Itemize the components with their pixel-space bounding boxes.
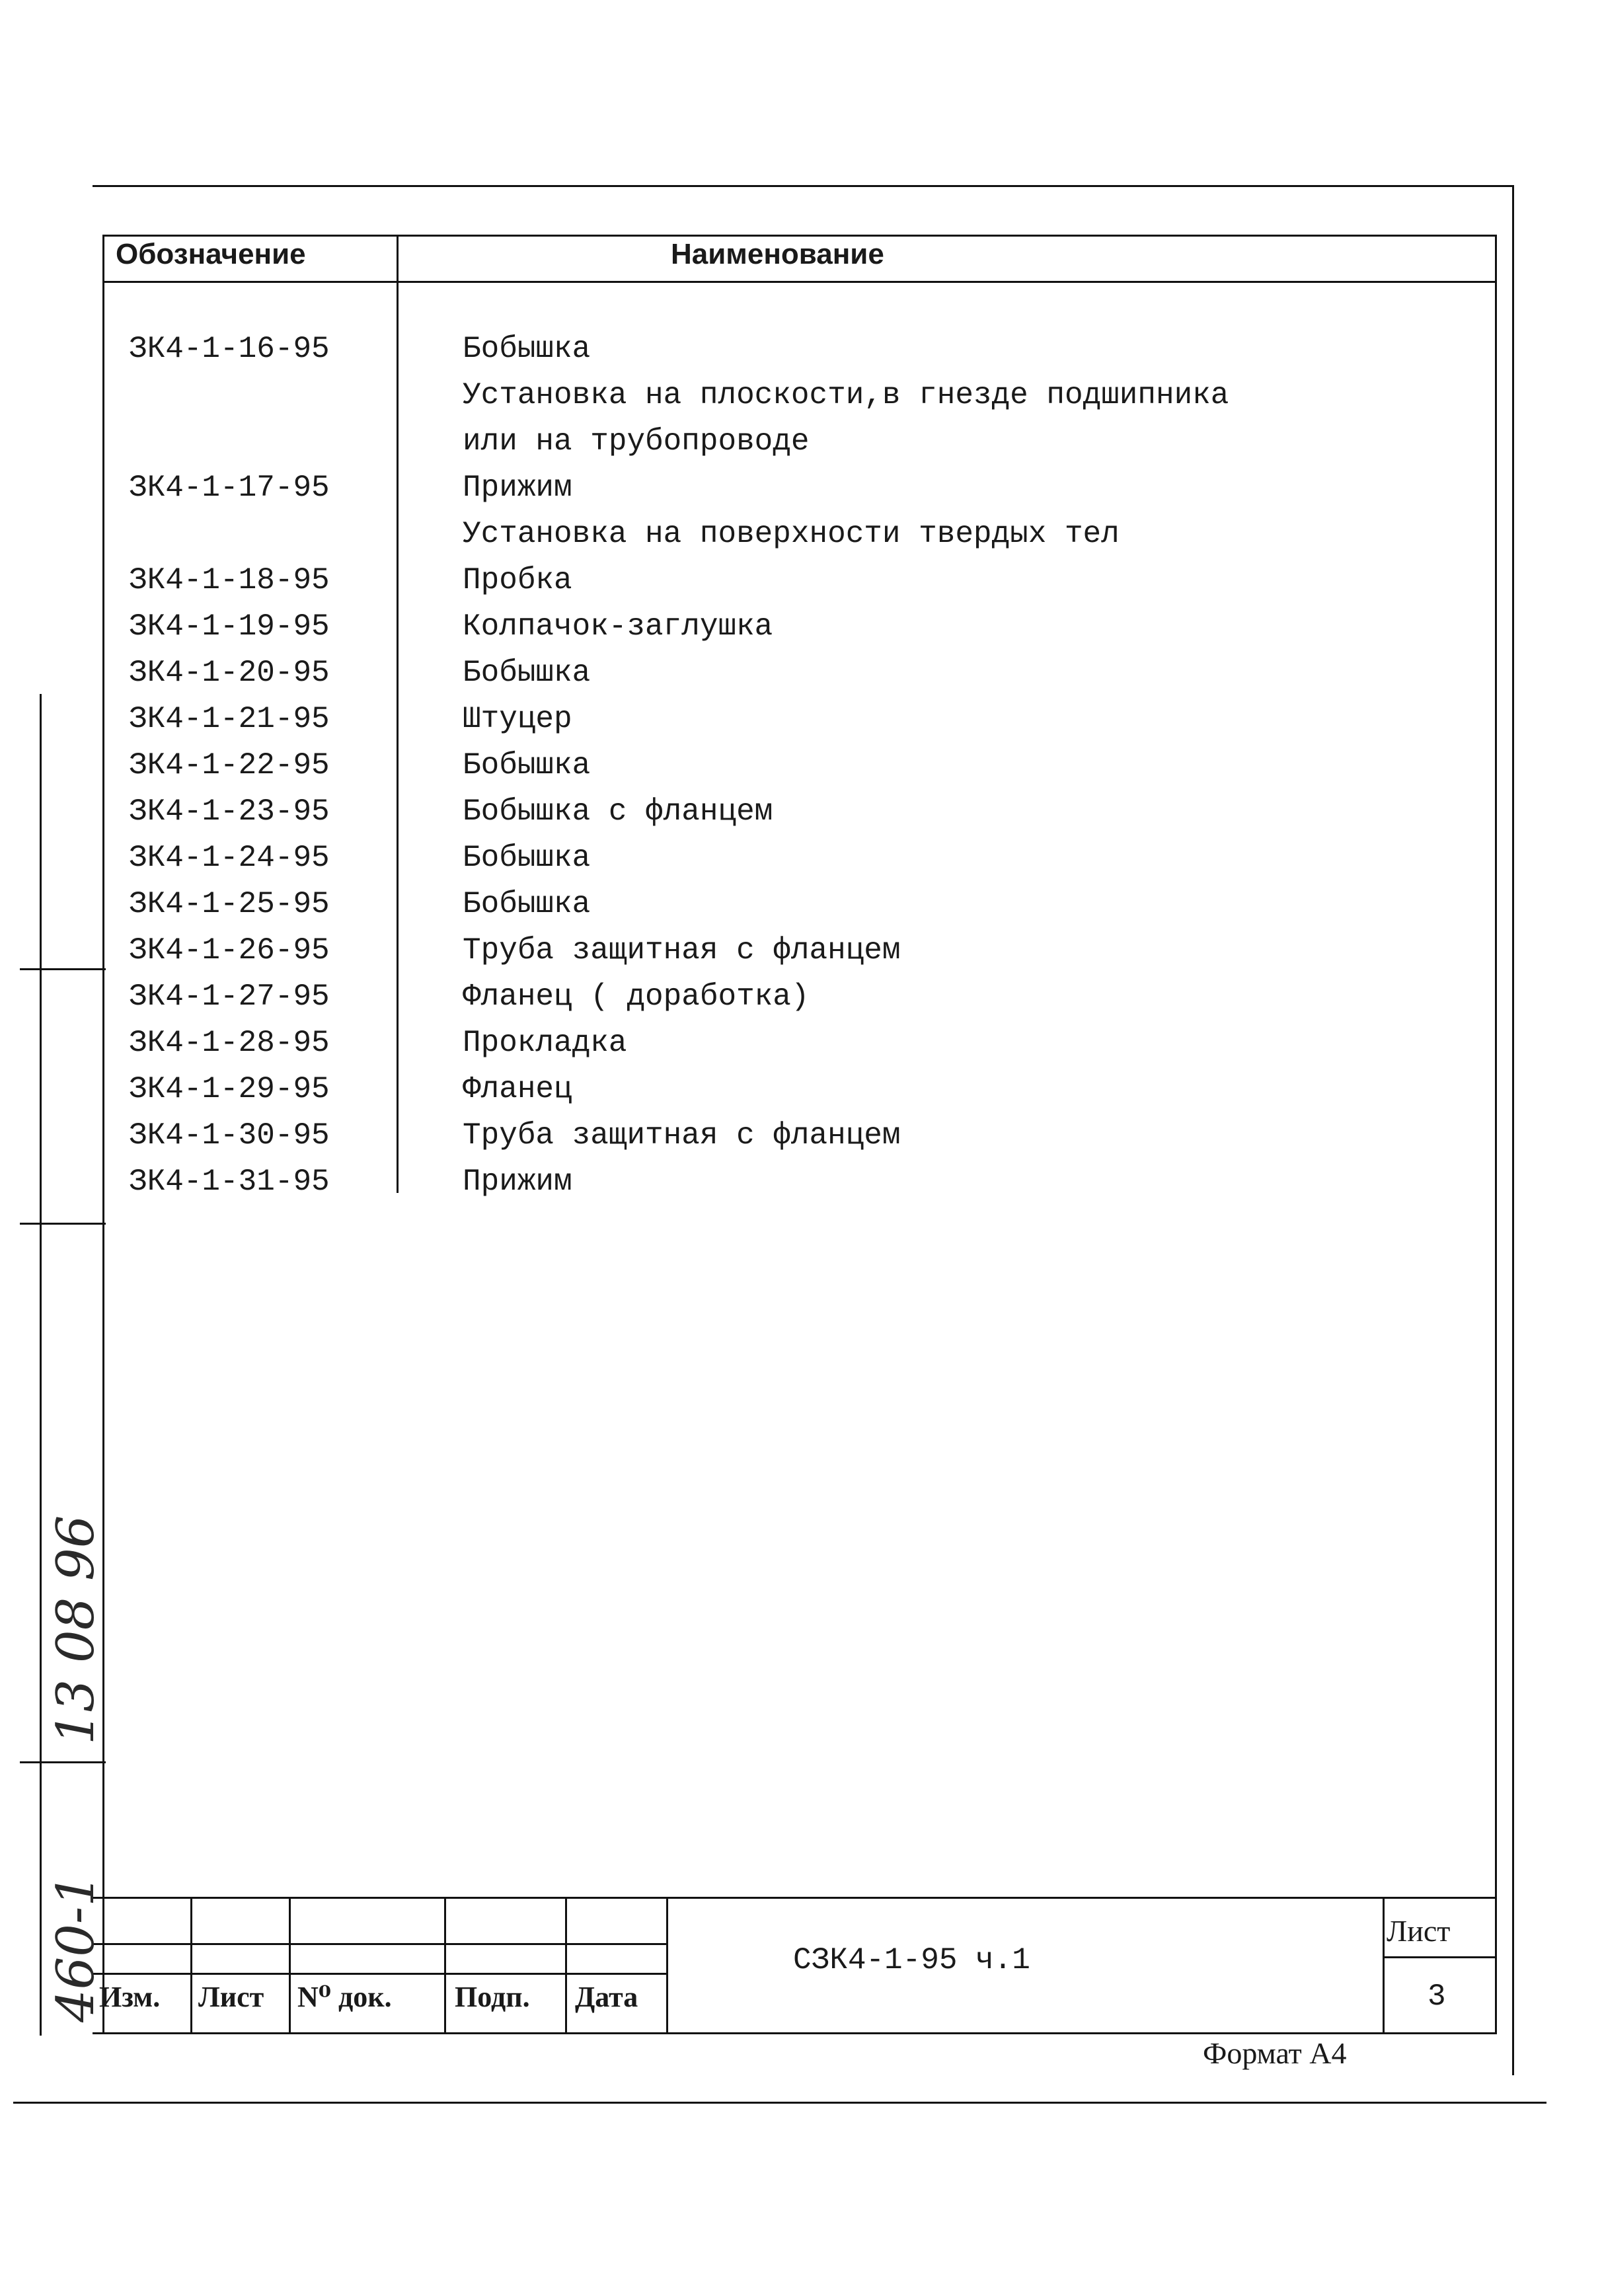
- row-name: Колпачок-заглушка: [463, 609, 773, 644]
- row-designation: ЗК4-1-26-95: [129, 933, 330, 968]
- format-label: Формат А4: [1203, 2036, 1347, 2070]
- row-designation: ЗК4-1-23-95: [129, 794, 330, 829]
- frame-top-line: [93, 185, 1513, 187]
- row-designation: ЗК4-1-20-95: [129, 656, 330, 690]
- sheet-label: Лист: [1387, 1914, 1451, 1948]
- table-top-border: [102, 235, 1497, 237]
- row-designation: ЗК4-1-25-95: [129, 887, 330, 921]
- row-designation: ЗК4-1-17-95: [129, 471, 330, 505]
- stamp-col-line: [1383, 1897, 1385, 2033]
- row-name: Пробка: [463, 563, 572, 597]
- stamp-label-doc-number: N⁰ док.: [297, 1981, 392, 2013]
- stamp-col-line: [666, 1897, 668, 2033]
- row-name: Бобышка: [463, 656, 591, 690]
- row-name: Труба защитная с фланцем: [463, 933, 901, 968]
- margin-strip-divider: [20, 1761, 106, 1763]
- row-designation: ЗК4-1-30-95: [129, 1118, 330, 1153]
- header-designation: Обозначение: [116, 238, 306, 270]
- row-designation: ЗК4-1-24-95: [129, 841, 330, 875]
- row-name: или на трубопроводе: [463, 424, 810, 459]
- row-name: Фланец ( доработка): [463, 979, 810, 1014]
- margin-strip-divider: [20, 1223, 106, 1225]
- handwritten-date: 13 08 96: [46, 1515, 106, 1745]
- stamp-bottom-line: [93, 2032, 1497, 2034]
- frame-bottom-line: [13, 2102, 1546, 2104]
- stamp-mid-line: [93, 1943, 668, 1945]
- frame-right-line: [1512, 185, 1514, 2075]
- row-designation: ЗК4-1-21-95: [129, 702, 330, 736]
- row-name: Труба защитная с фланцем: [463, 1118, 901, 1153]
- row-name: Фланец: [463, 1072, 572, 1106]
- stamp-label-signature: Подп.: [455, 1981, 530, 2013]
- row-designation: ЗК4-1-27-95: [129, 979, 330, 1014]
- row-name: Прижим: [463, 471, 572, 505]
- stamp-label-change: Изм.: [99, 1981, 161, 2013]
- row-designation: ЗК4-1-19-95: [129, 609, 330, 644]
- stamp-top-line: [93, 1897, 1497, 1899]
- row-name: Бобышка: [463, 748, 591, 783]
- row-designation: ЗК4-1-22-95: [129, 748, 330, 783]
- margin-strip-divider: [20, 968, 106, 970]
- row-name: Бобышка: [463, 332, 591, 366]
- handwritten-inventory-number: 460-1: [46, 1874, 106, 2022]
- row-name: Штуцер: [463, 702, 572, 736]
- stamp-labels-top-line: [93, 1973, 668, 1975]
- row-designation: ЗК4-1-28-95: [129, 1026, 330, 1060]
- row-designation: ЗК4-1-31-95: [129, 1165, 330, 1199]
- stamp-sheet-divider: [1383, 1956, 1496, 1958]
- row-name: Бобышка: [463, 841, 591, 875]
- row-name: Прокладка: [463, 1026, 627, 1060]
- document-number: СЗК4-1-95 ч.1: [793, 1943, 1030, 1977]
- stamp-col-line: [565, 1897, 567, 2033]
- row-name: Установка на плоскости,в гнезде подшипника: [463, 378, 1229, 412]
- sheet-number: 3: [1428, 1979, 1446, 2014]
- table-right-border: [1495, 235, 1497, 2032]
- stamp-col-line: [444, 1897, 446, 2033]
- row-designation: ЗК4-1-18-95: [129, 563, 330, 597]
- row-designation: ЗК4-1-29-95: [129, 1072, 330, 1106]
- header-name: Наименование: [671, 238, 884, 270]
- stamp-col-line: [289, 1897, 291, 2033]
- row-name: Бобышка с фланцем: [463, 794, 773, 829]
- margin-strip-line: [40, 694, 42, 2036]
- stamp-label-date: Дата: [575, 1981, 638, 2013]
- stamp-col-line: [190, 1897, 192, 2033]
- row-name: Установка на поверхности твердых тел: [463, 517, 1120, 551]
- table-header-bottom: [102, 281, 1497, 283]
- row-designation: ЗК4-1-16-95: [129, 332, 330, 366]
- table-column-divider: [397, 235, 399, 1193]
- stamp-label-sheet: Лист: [198, 1981, 264, 2013]
- row-name: Бобышка: [463, 887, 591, 921]
- row-name: Прижим: [463, 1165, 572, 1199]
